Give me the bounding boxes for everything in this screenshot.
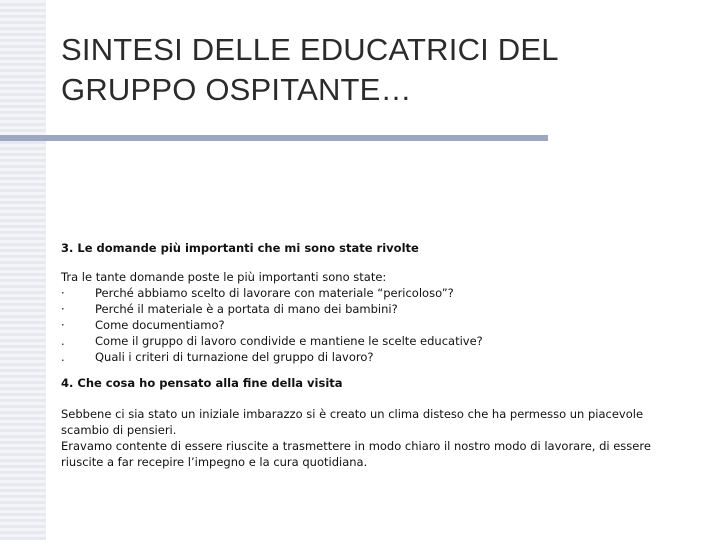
bullet-marker: ·: [61, 286, 65, 300]
section-4-heading: 4. Che cosa ho pensato alla fine della visita: [61, 376, 343, 390]
question-item: [61, 349, 701, 365]
slide-title-line-2: GRUPPO OSPITANTE…: [61, 72, 412, 107]
bullet-marker: ·: [61, 318, 65, 332]
section-4-paragraph: [61, 406, 701, 470]
left-decorative-band: [0, 0, 46, 540]
paragraph-line: riuscite a far recepire l’impegno e la cura quotidiana.: [61, 455, 368, 469]
bullet-marker: .: [61, 334, 65, 348]
question-text: Come documentiamo?: [95, 318, 225, 332]
section-3-intro: Tra le tante domande poste le più importanti sono state:: [61, 270, 387, 284]
question-item: [61, 317, 701, 333]
title-underline-rule: [0, 135, 548, 141]
question-text: Come il gruppo di lavoro condivide e mantiene le scelte educative?: [95, 334, 483, 348]
question-item: [61, 333, 701, 349]
question-item: [61, 285, 701, 301]
question-item: [61, 301, 701, 317]
section-3-heading: 3. Le domande più importanti che mi sono state rivolte: [61, 241, 419, 255]
bullet-marker: ·: [61, 302, 65, 316]
question-text: Quali i criteri di turnazione del gruppo di lavoro?: [95, 350, 374, 364]
paragraph-line: scambio di pensieri.: [61, 423, 177, 437]
question-list: [61, 285, 701, 365]
bullet-marker: .: [61, 350, 65, 364]
slide-content: [61, 239, 701, 470]
slide-title-line-1: SINTESI DELLE EDUCATRICI DEL: [61, 32, 559, 67]
slide-title: [61, 30, 701, 110]
paragraph-line: Sebbene ci sia stato un iniziale imbarazzo si è creato un clima disteso che ha permesso un piacevole: [61, 407, 644, 421]
question-text: Perché il materiale è a portata di mano dei bambini?: [95, 302, 398, 316]
paragraph-line: Eravamo contente di essere riuscite a trasmettere in modo chiaro il nostro modo di lavorare, di essere: [61, 439, 651, 453]
question-text: Perché abbiamo scelto di lavorare con materiale “pericoloso”?: [95, 286, 454, 300]
